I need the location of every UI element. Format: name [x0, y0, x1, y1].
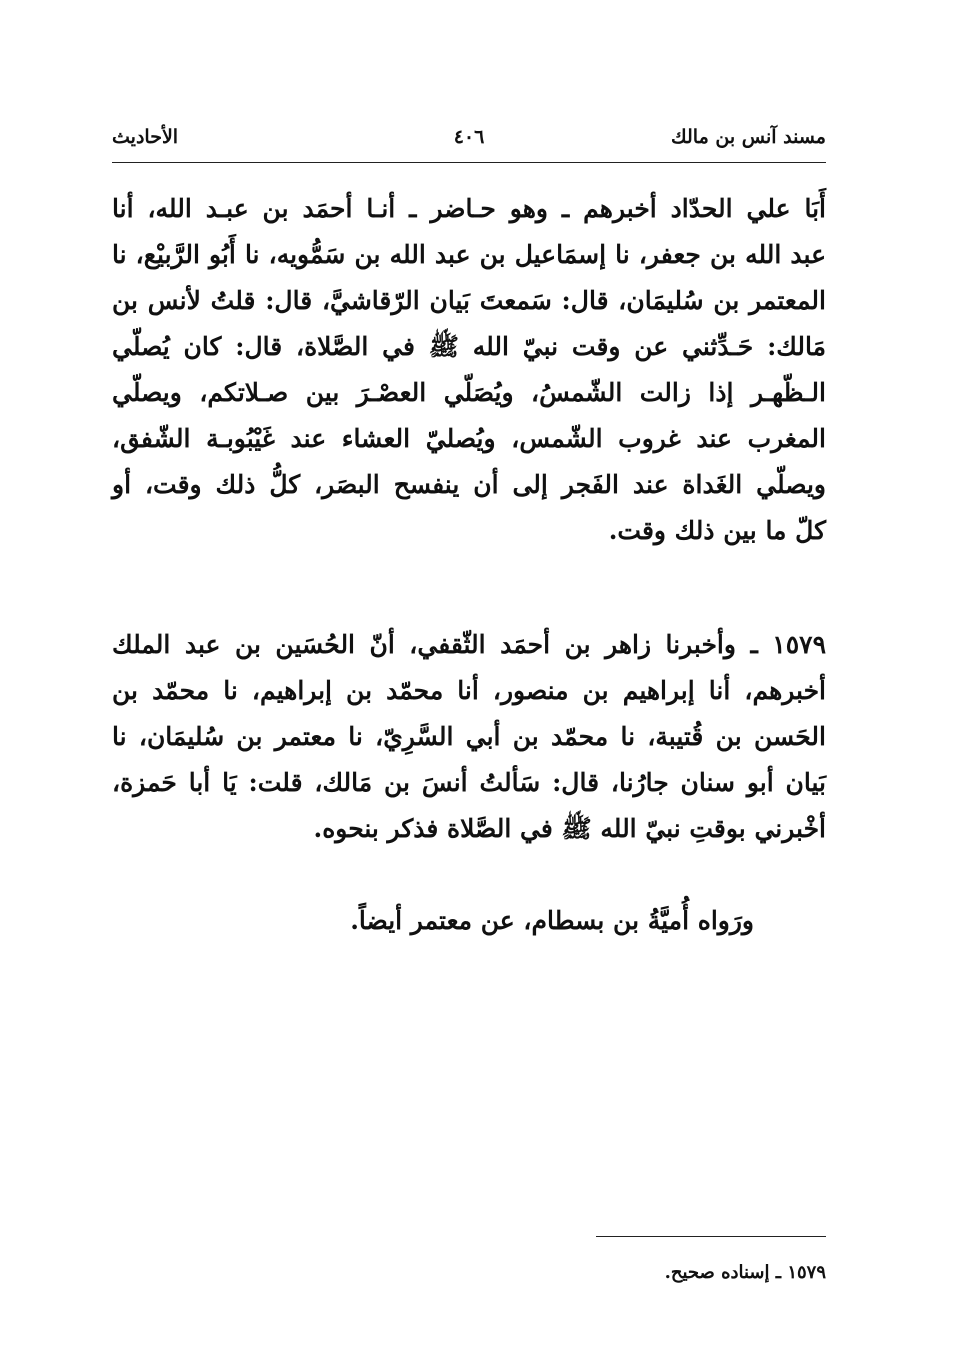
paragraph-1	[112, 186, 826, 554]
text-line: أخْبرني بوقتِ نبيّ الله ﷺ في الصَّلاة فذكر بنحوه.	[313, 814, 826, 843]
footnote: ١٥٧٩ ـ إسناده صحيح.	[664, 1262, 826, 1283]
header-divider	[112, 162, 826, 163]
header-book-title: مسند آنس بن مالك	[671, 126, 826, 148]
page-number: ٤٠٦	[453, 126, 485, 148]
text-line: مَالك: حَـدِّثني عن وقت نبيّ الله ﷺ في الصَّلاة، قال: كان يُصلّي	[112, 332, 826, 361]
text-line: كلّ ما بين ذلك وقت.	[608, 516, 826, 545]
text-line: الـظّهـر إذا زالت الشّمسُ، ويُصَلّي العصْـرَ بين صـلاتكم، ويصلّي	[112, 378, 826, 407]
text-line: عبد الله بن جعفر، نا إسمَاعيل بن عبد الله بن سَمُّويه، نا أَبُو الرَّبيْع، نا	[112, 240, 826, 269]
text-line: أَبَا علي الحدّاد أخبرهم ـ وهو حـاضر ـ أنـا أحمَد بن عبـد الله، أنا	[112, 194, 826, 223]
paragraph-2-hadith-1579	[112, 622, 826, 852]
text-line: أخبرهم، أنا إبراهيم بن منصور، أنا محمّد بن إبراهيم، نا محمّد بن	[112, 676, 826, 705]
text-line: بَيان أبو سنان جارُنا، قال: سَألتُ أنسَ بن مَالك، قلت: يَا أبا حَمزة،	[112, 768, 826, 797]
header-section-title: الأحاديث	[112, 126, 179, 148]
text-line: ويصلّي الغَداة عند الفَجر إلى أن ينفسح البصَر، كلُّ ذلك وقت، أو	[112, 470, 826, 499]
paragraph-3: ورَواه أُميَّةُ بن بسطام، عن معتمر أيضاً.	[350, 906, 754, 935]
text-line: ١٥٧٩ ـ وأخبرنا زاهر بن أحمَد الثّقفي، أنّ الحُسَين بن عبد الملك	[112, 630, 826, 659]
text-line: المغرب عند غروب الشّمس، ويُصليّ العشاء عند غَيْبُوبـة الشّفق،	[112, 424, 826, 453]
footnote-divider	[596, 1236, 826, 1237]
running-header	[112, 120, 826, 154]
text-line: الحَسن بن قُتيبة، نا محمّد بن أبي السَّرِيّ، نا معتمر بن سُليمَان، نا	[112, 722, 826, 751]
text-line: المعتمر بن سُليمَان، قال: سَمعتَ بَيان الرّقاشيَّ، قال: قلتُ لأنس بن	[112, 286, 826, 315]
